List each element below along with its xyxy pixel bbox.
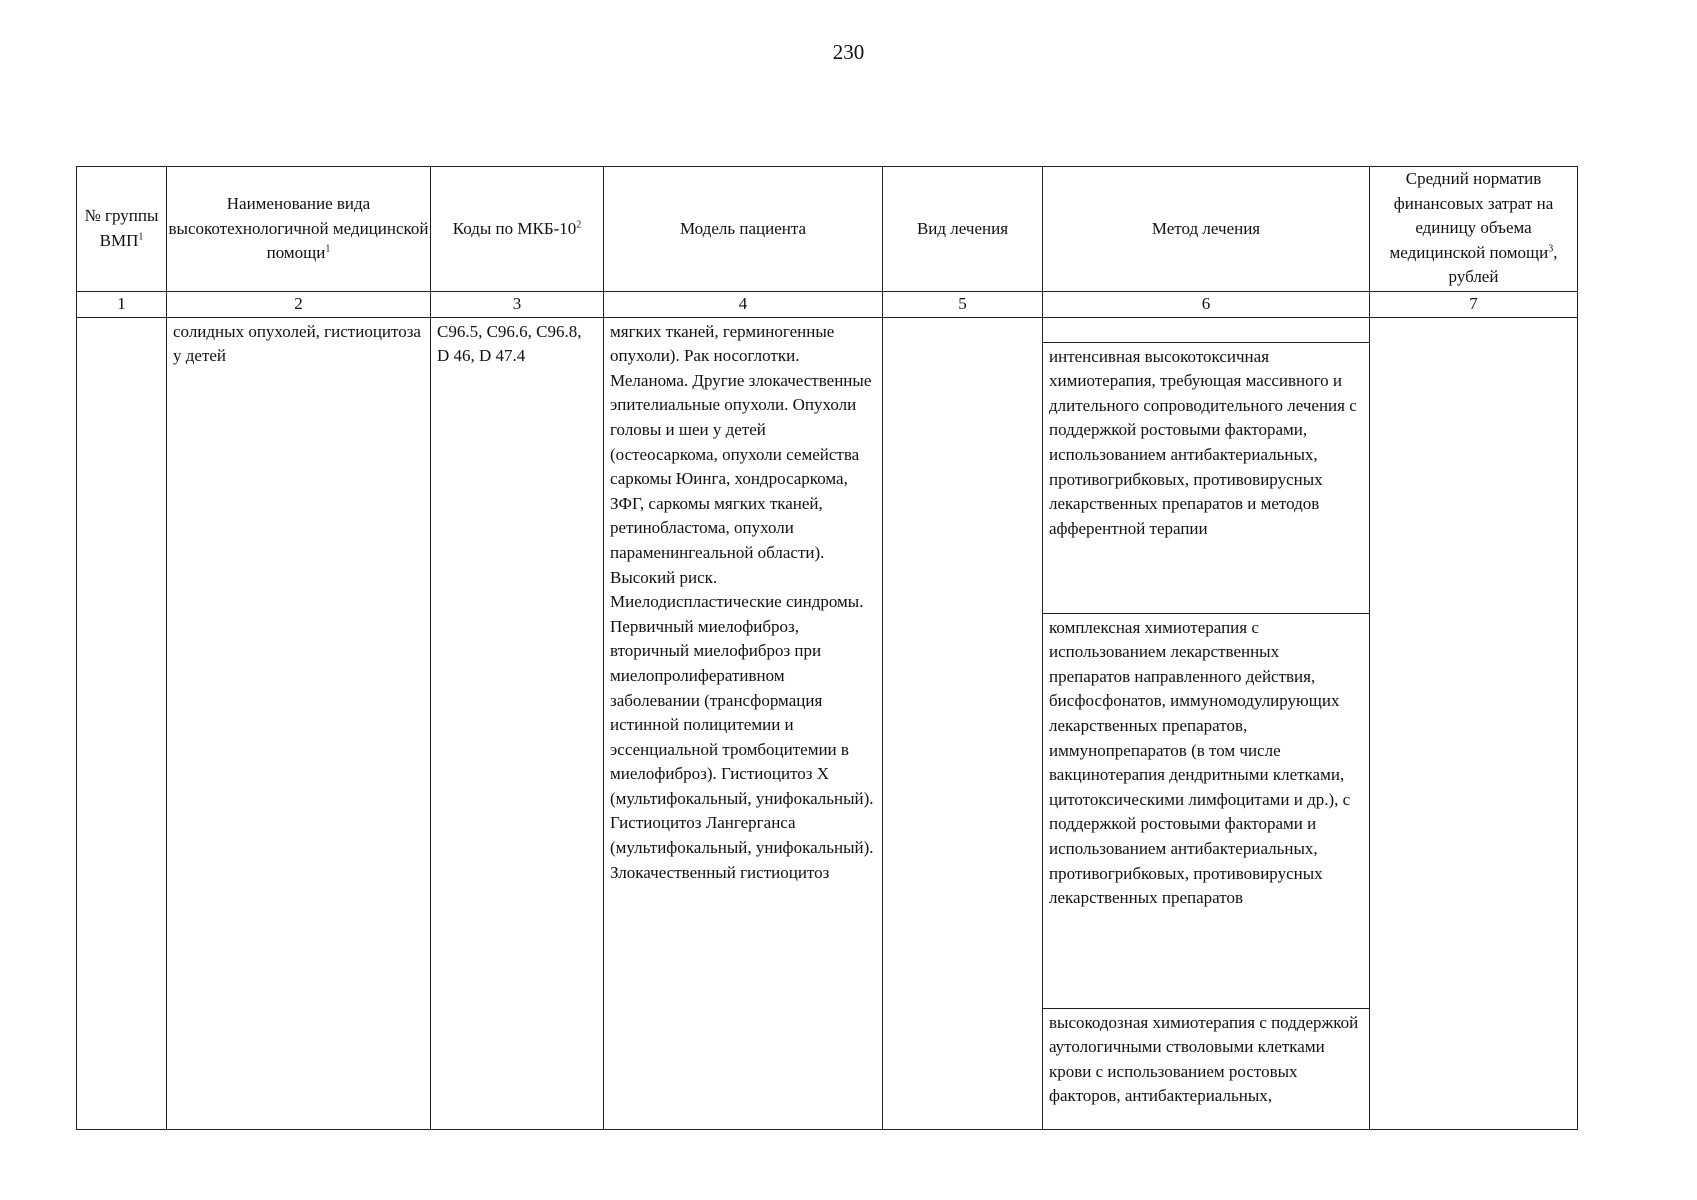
method-item: высокодозная химиотерапия с поддержкой аутологичными стволовыми клетками крови с использованием ростовых факторов, антибактериальных,: [1049, 1012, 1359, 1106]
header-icd-codes: Коды по МКБ-$10^2$: [431, 167, 604, 292]
column-number: 3: [431, 292, 604, 318]
cell-care-type-name: солидных опухолей, гистиоцитоза у детей: [167, 317, 431, 1129]
method-spacer: [1043, 318, 1369, 343]
page-number: 230: [832, 40, 865, 64]
column-number: 2: [167, 292, 431, 318]
column-number: 7: [1370, 292, 1578, 318]
column-number: 6: [1043, 292, 1370, 318]
column-number: 4: [604, 292, 883, 318]
table-row: [77, 317, 1578, 1129]
column-number: 1: [77, 292, 167, 318]
cell-patient-model: мягких тканей, герминогенные опухоли). Рак носоглотки. Меланома. Другие злокачественные эпителиальные опухоли. Опухоли головы и шеи у детей (остеосаркома, опухоли семейства саркомы Юинга, хондросаркома, ЗФГ, саркомы мягких тканей, ретинобластома, опухоли параменингеальной области). Высокий риск. Миелодиспластические синдромы. Первичный миелофиброз, вторичный миелофиброз при миелопролиферативном заболевании (трансформация истинной полицитемии и эссенциальной тромбоцитемии в миелофиброз). Гистиоцитоз X (мультифокальный, унифокальный). Гистиоцитоз Лангерганса (мультифокальный, унифокальный). Злокачественный гистиоцитоз: [604, 317, 883, 1129]
header-row: [77, 167, 1578, 292]
header-care-type-name: Наименование вида высокотехнологичной медицинской помощи$^1$: [167, 167, 431, 292]
header-treatment-type: Вид лечения: [883, 167, 1043, 292]
header-treatment-method: Метод лечения: [1043, 167, 1370, 292]
cell-icd-codes: C96.5, C96.6, C96.8, D 46, D 47.4: [431, 317, 604, 1129]
cell-treatment-method: [1043, 317, 1370, 1129]
cell-cost-standard: [1370, 317, 1578, 1129]
method-item: комплексная химиотерапия с использованием лекарственных препаратов направленного действия, бисфосфонатов, иммуномодулирующих лекарственных препаратов, иммунопрепаратов (в том числе вакцинотерапия дендритными клетками, цитотоксическими лимфоцитами и др.), с поддержкой ростовыми факторами и использованием антибактериальных, противогрибковых, противовирусных лекарственных препаратов: [1043, 614, 1369, 1009]
cell-group-number: [77, 317, 167, 1129]
column-number-row: [77, 292, 1578, 318]
header-group-number: № группы ВМП$^1$: [77, 167, 167, 292]
header-cost-standard: Средний норматив финансовых затрат на единицу объема медицинской помощи$^3$, рублей: [1370, 167, 1578, 292]
method-item: интенсивная высокотоксичная химиотерапия, требующая массивного и длительного сопроводительного лечения с поддержкой ростовыми факторами, использованием антибактериальных, противогрибковых, противовирусных лекарственных препаратов и методов афферентной терапии: [1043, 343, 1369, 614]
column-number: 5: [883, 292, 1043, 318]
header-patient-model: Модель пациента: [604, 167, 883, 292]
cell-treatment-type: [883, 317, 1043, 1129]
vmp-table: [76, 166, 1578, 1130]
